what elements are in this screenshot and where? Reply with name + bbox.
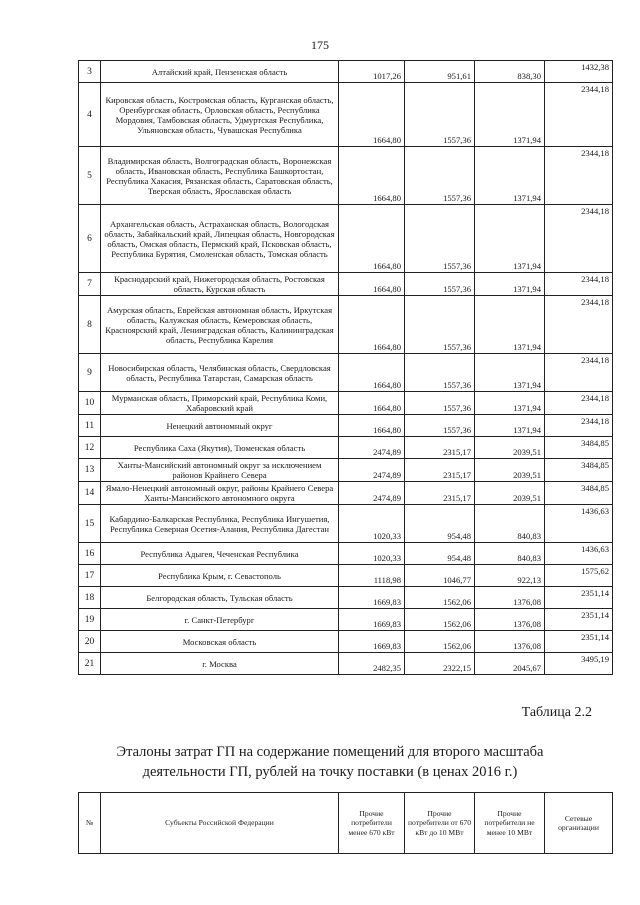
row-region: Белгородская область, Тульская область — [101, 587, 339, 609]
row-value-under-670kw: 1669,83 — [339, 609, 405, 631]
row-region: Алтайский край, Пензенская область — [101, 61, 339, 83]
row-region: Владимирская область, Волгоградская область, Воронежская область, Ивановская область, Республика Башкортостан, Республика Хакасия, Рязанская область, Саратовская область, Тверская область, Ярославская область — [101, 147, 339, 205]
header-col3: Прочие потребители не менее 10 МВт — [475, 793, 545, 854]
row-value-under-670kw: 1669,83 — [339, 631, 405, 653]
page-number: 175 — [311, 38, 329, 52]
row-value-under-670kw: 1664,80 — [339, 83, 405, 147]
row-value-network-orgs: 1436,63 — [545, 543, 613, 565]
header-num: № — [79, 793, 101, 854]
row-number: 14 — [79, 482, 101, 505]
row-value-over-10mw: 1371,94 — [475, 273, 545, 296]
header-subject: Субъекты Российской Федерации — [101, 793, 339, 854]
header-row — [79, 793, 613, 854]
table-row — [79, 147, 613, 205]
table-caption: Эталоны затрат ГП на содержание помещений для второго масштаба деятельности ГП, рублей на точку поставки (в ценах 2016 г.) — [116, 744, 544, 780]
row-value-network-orgs: 3484,85 — [545, 437, 613, 459]
table-row — [79, 83, 613, 147]
second-table-header — [78, 792, 613, 854]
header-col1: Прочие потребители менее 670 кВт — [339, 793, 405, 854]
row-value-under-670kw: 1664,80 — [339, 415, 405, 437]
row-region: Республика Саха (Якутия), Тюменская область — [101, 437, 339, 459]
row-value-over-10mw: 840,83 — [475, 505, 545, 543]
row-value-670kw-10mw: 1557,36 — [405, 273, 475, 296]
row-value-under-670kw: 1017,26 — [339, 61, 405, 83]
table-row — [79, 587, 613, 609]
row-value-over-10mw: 922,13 — [475, 565, 545, 587]
row-value-under-670kw: 2482,35 — [339, 653, 405, 675]
row-value-under-670kw: 1020,33 — [339, 543, 405, 565]
row-region: Амурская область, Еврейская автономная область, Иркутская область, Калужская область, Кемеровская область, Красноярский край, Ленинградская область, Калининградская область, Республика Карелия — [101, 296, 339, 354]
table-row — [79, 437, 613, 459]
row-value-under-670kw: 1020,33 — [339, 505, 405, 543]
row-value-over-10mw: 2039,51 — [475, 482, 545, 505]
row-value-under-670kw: 1664,80 — [339, 392, 405, 415]
row-number: 15 — [79, 505, 101, 543]
row-value-over-10mw: 1371,94 — [475, 83, 545, 147]
header-col4: Сетевые организации — [545, 793, 613, 854]
row-value-over-10mw: 1371,94 — [475, 392, 545, 415]
row-value-network-orgs: 2344,18 — [545, 415, 613, 437]
row-value-over-10mw: 1371,94 — [475, 296, 545, 354]
row-value-network-orgs: 2351,14 — [545, 631, 613, 653]
row-number: 8 — [79, 296, 101, 354]
row-value-670kw-10mw: 1557,36 — [405, 147, 475, 205]
row-value-network-orgs: 2344,18 — [545, 296, 613, 354]
row-region: Ямало-Ненецкий автономный округ, районы Крайнего Севера Ханты-Мансийского автономного округа — [101, 482, 339, 505]
row-value-over-10mw: 2039,51 — [475, 437, 545, 459]
row-value-over-10mw: 838,30 — [475, 61, 545, 83]
row-number: 17 — [79, 565, 101, 587]
row-number: 16 — [79, 543, 101, 565]
row-number: 13 — [79, 459, 101, 482]
row-value-network-orgs: 2344,18 — [545, 354, 613, 392]
row-value-under-670kw: 1664,80 — [339, 354, 405, 392]
row-value-670kw-10mw: 1046,77 — [405, 565, 475, 587]
row-region: Новосибирская область, Челябинская область, Свердловская область, Республика Татарстан, Самарская область — [101, 354, 339, 392]
row-value-670kw-10mw: 1557,36 — [405, 205, 475, 273]
row-value-670kw-10mw: 1557,36 — [405, 392, 475, 415]
row-value-over-10mw: 1371,94 — [475, 354, 545, 392]
row-value-670kw-10mw: 954,48 — [405, 543, 475, 565]
row-value-under-670kw: 1669,83 — [339, 587, 405, 609]
row-value-network-orgs: 3484,85 — [545, 459, 613, 482]
row-value-670kw-10mw: 1557,36 — [405, 415, 475, 437]
row-value-network-orgs: 2351,14 — [545, 609, 613, 631]
row-region: г. Санкт-Петербург — [101, 609, 339, 631]
row-value-670kw-10mw: 2315,17 — [405, 437, 475, 459]
row-region: Ненецкий автономный округ — [101, 415, 339, 437]
row-value-network-orgs: 2351,14 — [545, 587, 613, 609]
row-region: г. Москва — [101, 653, 339, 675]
row-value-network-orgs: 2344,18 — [545, 273, 613, 296]
table-row — [79, 459, 613, 482]
table-row — [79, 609, 613, 631]
row-region: Кировская область, Костромская область, Курганская область, Оренбургская область, Орловская область, Республика Мордовия, Тамбовская область, Удмуртская Республика, Ульяновская область, Чувашская Республика — [101, 83, 339, 147]
row-region: Краснодарский край, Нижегородская область, Ростовская область, Курская область — [101, 273, 339, 296]
table-row — [79, 415, 613, 437]
row-number: 10 — [79, 392, 101, 415]
row-value-network-orgs: 3495,19 — [545, 653, 613, 675]
row-region: Республика Адыгея, Чеченская Республика — [101, 543, 339, 565]
row-value-670kw-10mw: 2315,17 — [405, 482, 475, 505]
table-row — [79, 354, 613, 392]
row-value-over-10mw: 1376,08 — [475, 587, 545, 609]
row-value-network-orgs: 2344,18 — [545, 147, 613, 205]
row-value-over-10mw: 840,83 — [475, 543, 545, 565]
row-value-network-orgs: 1575,62 — [545, 565, 613, 587]
row-value-under-670kw: 1664,80 — [339, 273, 405, 296]
row-value-over-10mw: 2045,67 — [475, 653, 545, 675]
row-value-under-670kw: 1118,98 — [339, 565, 405, 587]
row-value-under-670kw: 1664,80 — [339, 296, 405, 354]
row-value-670kw-10mw: 954,48 — [405, 505, 475, 543]
row-value-network-orgs: 1432,38 — [545, 61, 613, 83]
row-value-670kw-10mw: 1562,06 — [405, 631, 475, 653]
table-label: Таблица 2.2 — [521, 705, 592, 720]
table-row — [79, 296, 613, 354]
row-number: 20 — [79, 631, 101, 653]
row-region: Мурманская область, Приморский край, Республика Коми, Хабаровский край — [101, 392, 339, 415]
row-number: 21 — [79, 653, 101, 675]
row-value-670kw-10mw: 1557,36 — [405, 354, 475, 392]
row-number: 4 — [79, 83, 101, 147]
row-value-network-orgs: 2344,18 — [545, 205, 613, 273]
row-region: Республика Крым, г. Севастополь — [101, 565, 339, 587]
row-value-network-orgs: 2344,18 — [545, 392, 613, 415]
row-value-over-10mw: 2039,51 — [475, 459, 545, 482]
table-row — [79, 205, 613, 273]
row-value-670kw-10mw: 2322,15 — [405, 653, 475, 675]
row-value-670kw-10mw: 1557,36 — [405, 83, 475, 147]
row-value-under-670kw: 2474,89 — [339, 459, 405, 482]
tariff-table — [78, 60, 613, 675]
table-row — [79, 543, 613, 565]
row-value-over-10mw: 1376,08 — [475, 631, 545, 653]
row-value-under-670kw: 2474,89 — [339, 482, 405, 505]
row-value-over-10mw: 1371,94 — [475, 147, 545, 205]
row-value-670kw-10mw: 2315,17 — [405, 459, 475, 482]
row-value-under-670kw: 2474,89 — [339, 437, 405, 459]
row-number: 12 — [79, 437, 101, 459]
row-region: Архангельская область, Астраханская область, Вологодская область, Забайкальский край, Липецкая область, Новгородская область, Омская область, Пермский край, Псковская область, Республика Бурятия, Смоленская область, Томская область — [101, 205, 339, 273]
row-value-over-10mw: 1371,94 — [475, 415, 545, 437]
row-number: 18 — [79, 587, 101, 609]
row-value-under-670kw: 1664,80 — [339, 147, 405, 205]
row-value-network-orgs: 1436,63 — [545, 505, 613, 543]
row-value-670kw-10mw: 1557,36 — [405, 296, 475, 354]
row-region: Ханты-Мансийский автономный округ за исключением районов Крайнего Севера — [101, 459, 339, 482]
table-row — [79, 565, 613, 587]
row-value-network-orgs: 3484,85 — [545, 482, 613, 505]
table-row — [79, 61, 613, 83]
table-row — [79, 482, 613, 505]
table-row — [79, 653, 613, 675]
row-number: 19 — [79, 609, 101, 631]
table-row — [79, 505, 613, 543]
row-value-670kw-10mw: 1562,06 — [405, 609, 475, 631]
row-region: Московская область — [101, 631, 339, 653]
row-value-over-10mw: 1371,94 — [475, 205, 545, 273]
tariff-table-body — [79, 61, 613, 675]
row-value-over-10mw: 1376,08 — [475, 609, 545, 631]
table-row — [79, 631, 613, 653]
table-row — [79, 392, 613, 415]
row-number: 5 — [79, 147, 101, 205]
row-value-network-orgs: 2344,18 — [545, 83, 613, 147]
row-value-670kw-10mw: 951,61 — [405, 61, 475, 83]
row-value-under-670kw: 1664,80 — [339, 205, 405, 273]
row-number: 3 — [79, 61, 101, 83]
row-region: Кабардино-Балкарская Республика, Республика Ингушетия, Республика Северная Осетия-Алания, Республика Дагестан — [101, 505, 339, 543]
row-value-670kw-10mw: 1562,06 — [405, 587, 475, 609]
row-number: 11 — [79, 415, 101, 437]
row-number: 9 — [79, 354, 101, 392]
table-row — [79, 273, 613, 296]
row-number: 6 — [79, 205, 101, 273]
row-number: 7 — [79, 273, 101, 296]
header-col2: Прочие потребители от 670 кВт до 10 МВт — [405, 793, 475, 854]
